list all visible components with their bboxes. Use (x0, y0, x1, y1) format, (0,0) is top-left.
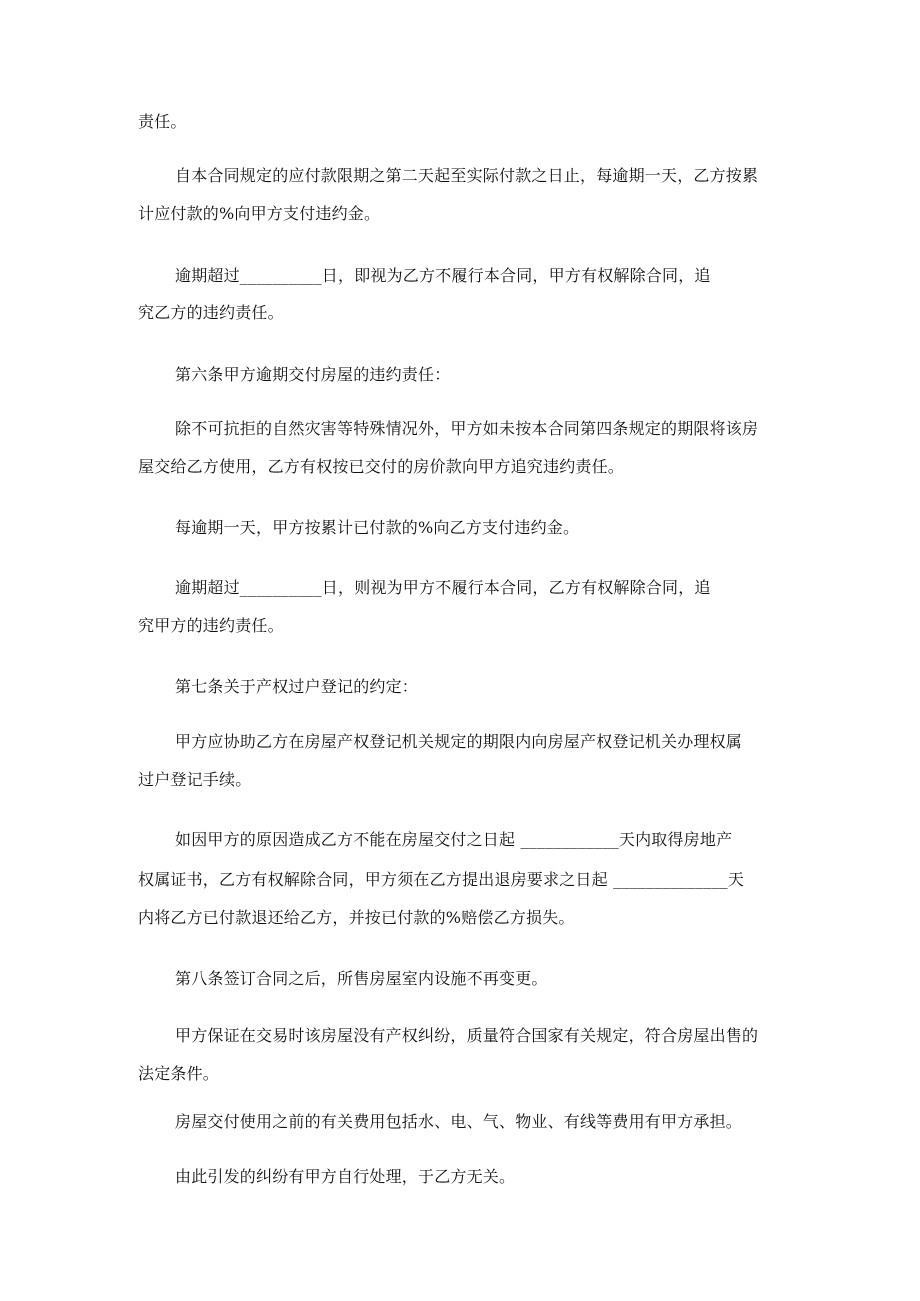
section-heading: 第八条签订合同之后，所售房屋室内设施不再变更。 (175, 969, 548, 988)
text-line: 房屋交付使用之前的有关费用包括水、电、气、物业、有线等费用有甲方承担。 (175, 1112, 743, 1131)
text-line: 究甲方的违约责任。 (138, 616, 284, 635)
text-line: 逾期超过__________日，则视为甲方不履行本合同，乙方有权解除合同，追 (175, 578, 711, 597)
text-line: 每逾期一天，甲方按累计已付款的%向乙方支付违约金。 (175, 518, 580, 537)
text-line: 法定条件。 (138, 1064, 220, 1083)
text-line: 内将乙方已付款退还给乙方，并按已付款的%赔偿乙方损失。 (138, 908, 575, 927)
text-line: 责任。 (138, 112, 187, 131)
text-line: 甲方应协助乙方在房屋产权登记机关规定的期限内向房屋产权登记机关办理权属 (175, 732, 743, 751)
text-line: 自本合同规定的应付款限期之第二天起至实际付款之日止，每逾期一天，乙方按累 (175, 166, 759, 185)
text-line: 权属证书，乙方有权解除合同，甲方须在乙方提出退房要求之日起 ______________天 (138, 870, 745, 889)
text-line: 逾期超过__________日，即视为乙方不履行本合同，甲方有权解除合同，追 (175, 266, 711, 285)
text-line: 由此引发的纠纷有甲方自行处理，于乙方无关。 (175, 1167, 516, 1186)
section-heading: 第六条甲方逾期交付房屋的违约责任： (175, 365, 451, 384)
text-line: 过户登记手续。 (138, 770, 252, 789)
text-line: 甲方保证在交易时该房屋没有产权纠纷，质量符合国家有关规定，符合房屋出售的 (175, 1026, 759, 1045)
section-heading: 第七条关于产权过户登记的约定： (175, 677, 419, 696)
text-line: 除不可抗拒的自然灾害等特殊情况外，甲方如未按本合同第四条规定的期限将该房 (175, 419, 759, 438)
text-line: 屋交给乙方使用，乙方有权按已交付的房价款向甲方追究违约责任。 (138, 457, 625, 476)
text-line: 计应付款的%向甲方支付违约金。 (138, 204, 381, 223)
text-line: 究乙方的违约责任。 (138, 303, 284, 322)
text-line: 如因甲方的原因造成乙方不能在房屋交付之日起 ____________天内取得房地产 (175, 830, 733, 849)
